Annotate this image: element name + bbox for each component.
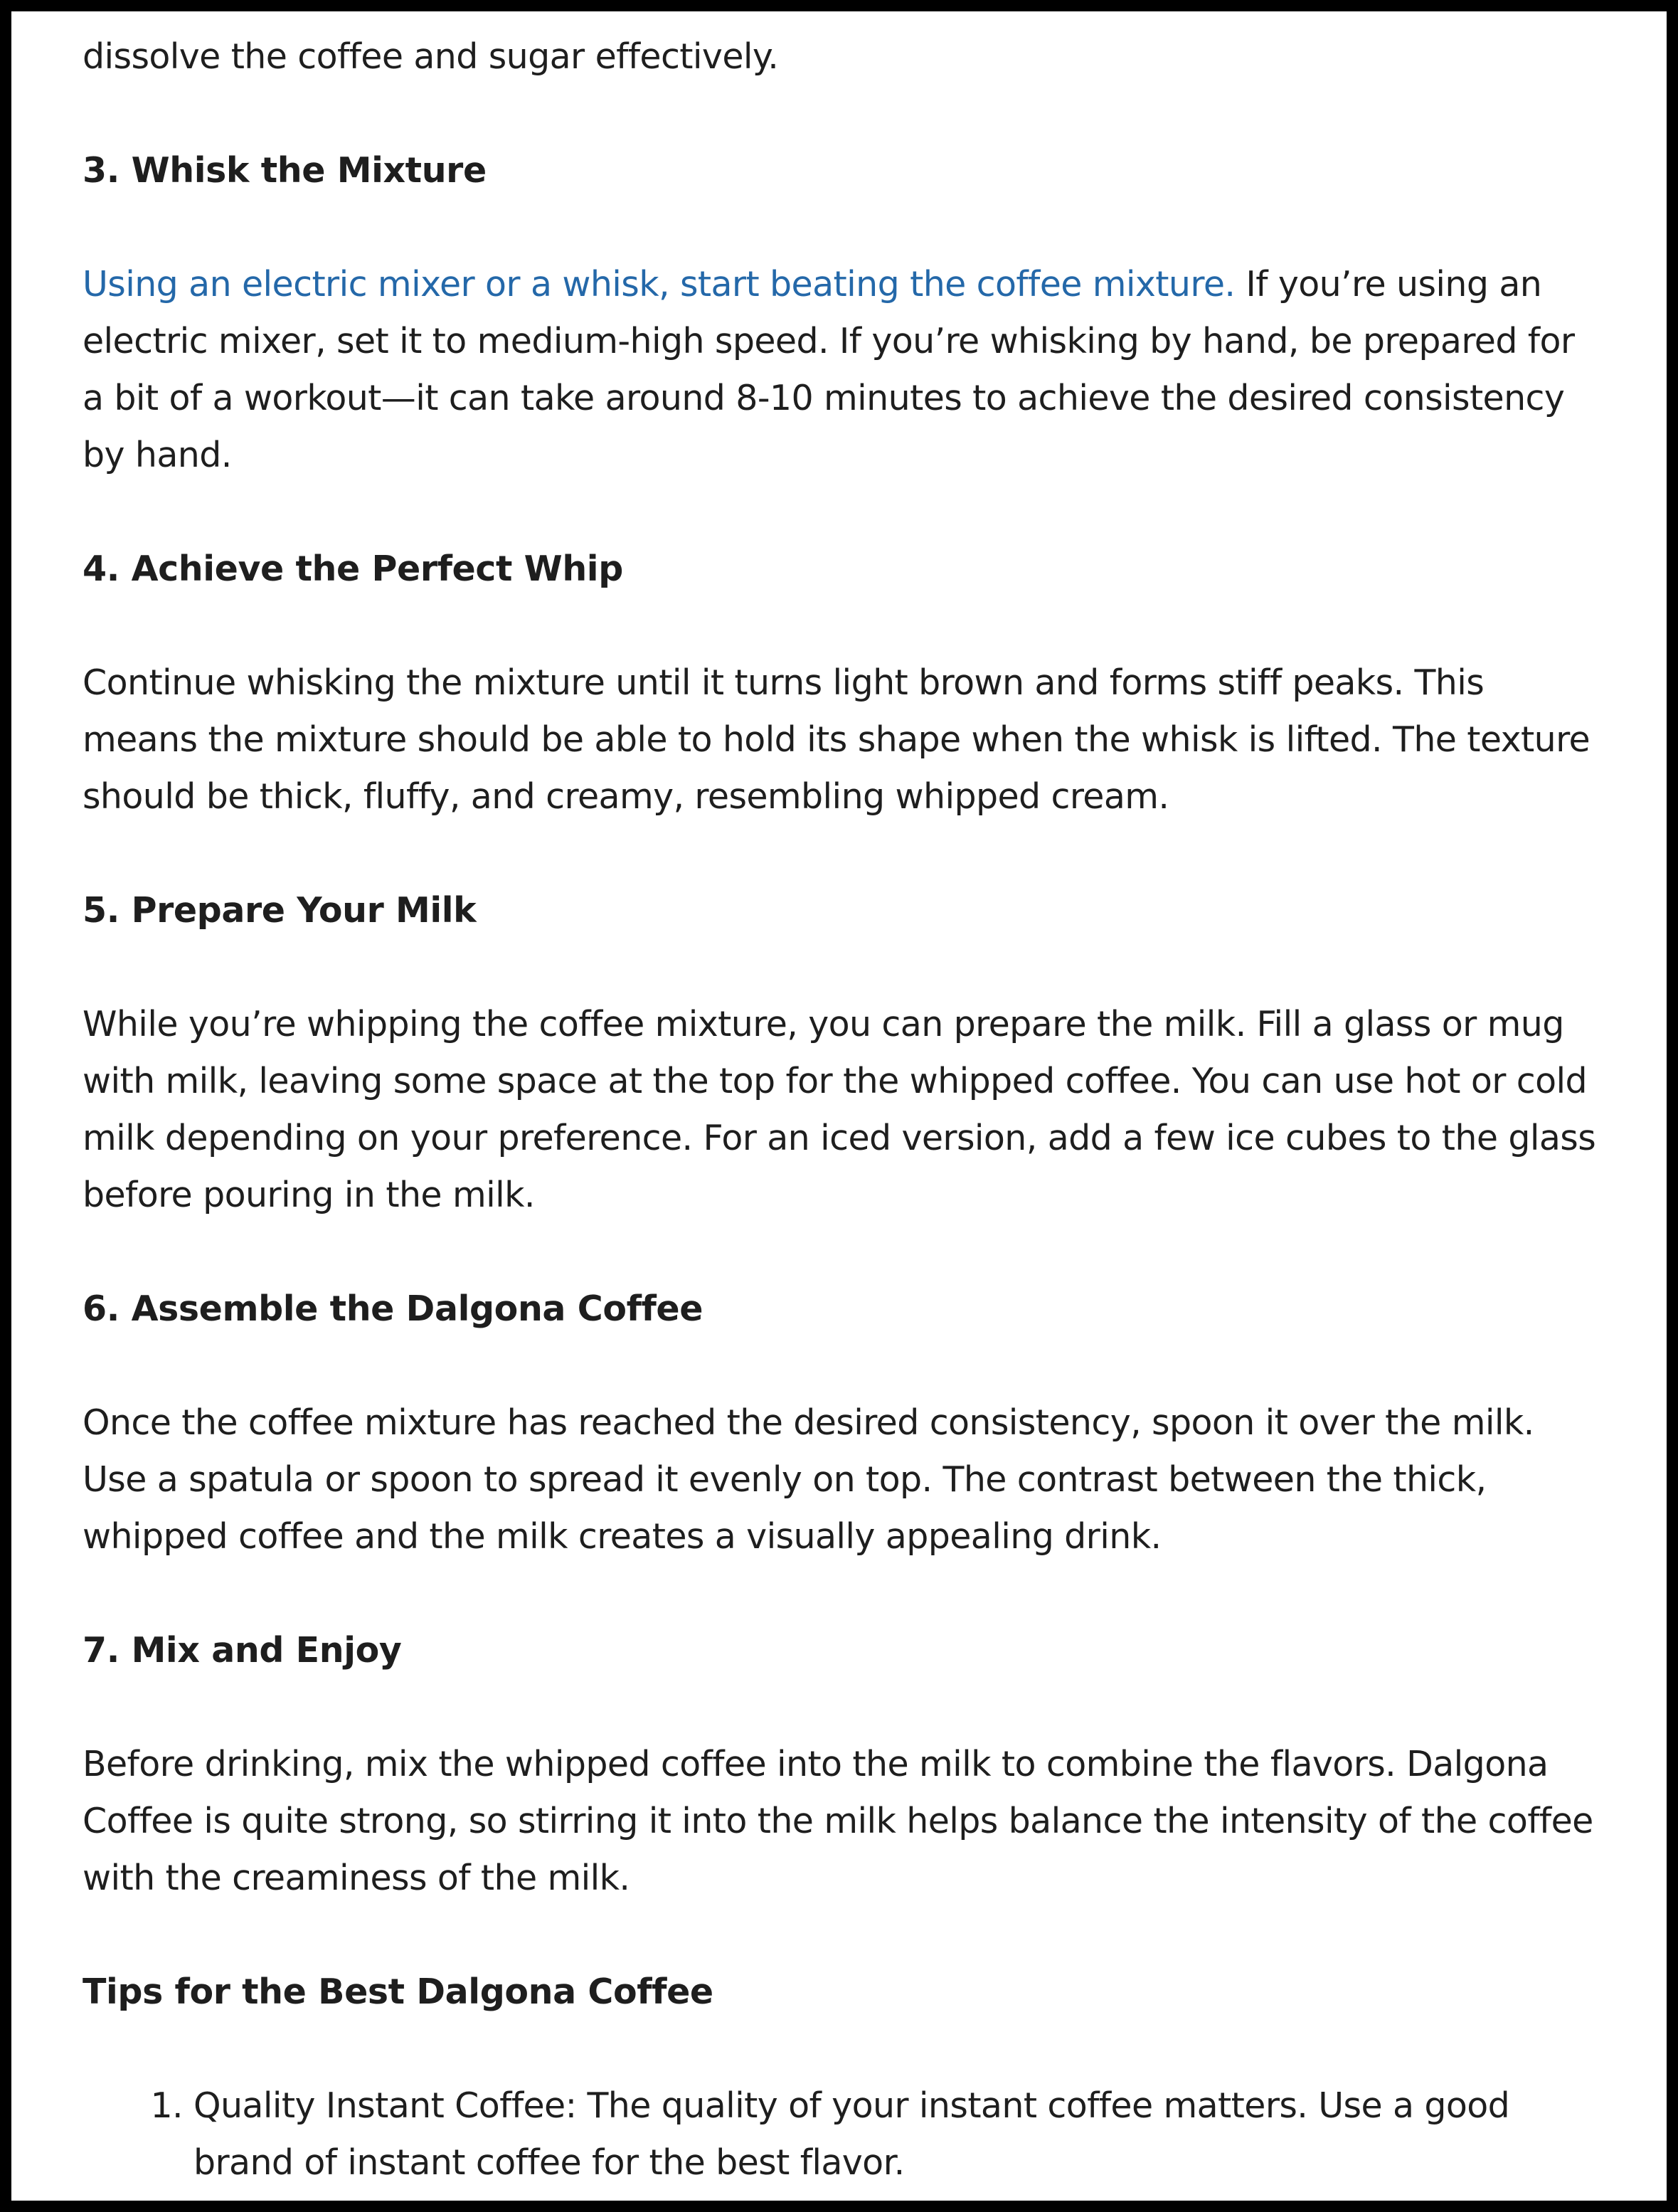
- step-5-heading: 5. Prepare Your Milk: [83, 890, 477, 931]
- article-content: [83, 28, 1605, 2191]
- step-3-text: If you’re using an electric mixer, set it to medium-high speed. If you’re whisking by hand, be prepared for a bit of a workout—it can take around 8-10 minutes to achieve the desired consistency by hand.: [83, 264, 1575, 475]
- step-3-link[interactable]: Using an electric mixer or a whisk, start beating the coffee mixture.: [83, 264, 1236, 305]
- step-7-paragraph: Before drinking, mix the whipped coffee into the milk to combine the flavors. Dalgona Coffee is quite strong, so stirring it into the milk helps balance the intensity of the coffee with the creaminess of the milk.: [83, 1744, 1593, 1898]
- step-4-paragraph: Continue whisking the mixture until it turns light brown and forms stiff peaks. This means the mixture should be able to hold its shape when the whisk is lifted. The texture should be thick, fluffy, and creamy, resembling whipped cream.: [83, 662, 1591, 817]
- article-page: [11, 11, 1667, 2201]
- step-7-heading: 7. Mix and Enjoy: [83, 1630, 402, 1671]
- tips-list: [83, 2078, 1605, 2191]
- step-3-heading: 3. Whisk the Mixture: [83, 150, 487, 191]
- step-4-heading: 4. Achieve the Perfect Whip: [83, 549, 623, 589]
- step-6-heading: 6. Assemble the Dalgona Coffee: [83, 1288, 703, 1329]
- intro-paragraph-tail: dissolve the coffee and sugar effectively.: [83, 36, 779, 77]
- step-6-paragraph: Once the coffee mixture has reached the desired consistency, spoon it over the milk. Use a spatula or spoon to spread it evenly on top. The contrast between the thick, whipped coffee and the milk creates a visually appealing drink.: [83, 1402, 1534, 1557]
- tip-item: 1. Quality Instant Coffee: The quality of your instant coffee matters. Use a good brand of instant coffee for the best flavor.: [193, 2078, 1605, 2191]
- tips-heading: Tips for the Best Dalgona Coffee: [83, 1972, 713, 2012]
- step-3-paragraph: [83, 256, 1605, 484]
- step-5-paragraph: While you’re whipping the coffee mixture, you can prepare the milk. Fill a glass or mug with milk, leaving some space at the top for the whipped coffee. You can use hot or cold milk depending on your preference. For an iced version, add a few ice cubes to the glass before pouring in the milk.: [83, 1004, 1596, 1215]
